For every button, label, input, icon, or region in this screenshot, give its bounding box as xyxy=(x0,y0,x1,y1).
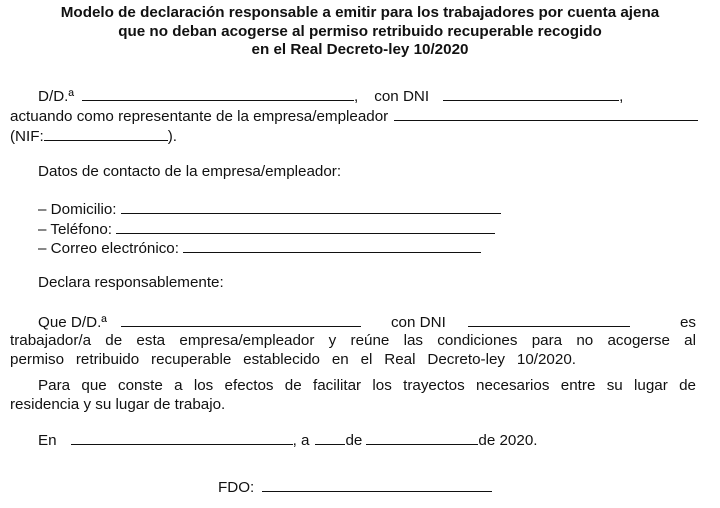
declaration-line-4: Para que conste a los efectos de facilitar los trayectos necesarios entre su lugar de xyxy=(38,377,696,394)
declarant-dni-field[interactable] xyxy=(443,86,619,101)
nif-close: ). xyxy=(167,128,178,145)
signature-field[interactable] xyxy=(262,477,492,492)
place-field[interactable] xyxy=(71,430,293,445)
worker-con-dni-label: con DNI xyxy=(390,314,446,331)
worker-dni-field[interactable] xyxy=(468,312,630,327)
telefono-field[interactable] xyxy=(116,219,495,234)
nif-field[interactable] xyxy=(44,126,168,141)
domicilio-label: – Domicilio: xyxy=(38,201,117,218)
contact-heading: Datos de contacto de la empresa/empleador: xyxy=(38,163,342,180)
fdo-label: FDO: xyxy=(218,479,255,496)
domicilio-field[interactable] xyxy=(121,199,501,214)
title-line-3: en el Real Decreto-ley 10/2020 xyxy=(251,41,469,58)
signature-row xyxy=(218,477,492,497)
telefono-row xyxy=(38,219,495,239)
month-field[interactable] xyxy=(366,430,478,445)
nif-row xyxy=(10,126,177,146)
form-title xyxy=(0,4,720,60)
correo-field[interactable] xyxy=(183,238,481,253)
con-dni-label: con DNI xyxy=(374,88,430,105)
en-label: En xyxy=(38,432,57,449)
que-dd-label: Que D/D.ª xyxy=(38,314,107,331)
nif-open: (NIF: xyxy=(10,128,44,145)
dd-label: D/D.ª xyxy=(38,88,74,105)
trailing-comma: , xyxy=(619,88,624,105)
domicilio-row xyxy=(38,199,501,219)
declaration-line-2: trabajador/a de esta empresa/empleador y reúne las condiciones para no acogerse al xyxy=(10,332,696,349)
title-line-1: Modelo de declaración responsable a emitir para los trabajadores por cuenta ajena xyxy=(60,4,660,21)
day-field[interactable] xyxy=(315,430,345,445)
declaration-line-5: residencia y su lugar de trabajo. xyxy=(10,396,226,413)
declaration-line-3: permiso retribuido recuperable establecido en el Real Decreto-ley 10/2020. xyxy=(10,351,576,368)
declaration-heading: Declara responsablemente: xyxy=(38,274,224,291)
es-label: es xyxy=(679,314,696,331)
declarant-name-field[interactable] xyxy=(82,86,354,101)
telefono-label: – Teléfono: xyxy=(38,221,113,238)
de-label: de xyxy=(345,432,363,449)
worker-name-field[interactable] xyxy=(121,312,361,327)
comma: , xyxy=(354,88,359,105)
title-line-2: que no deban acogerse al permiso retribuido recuperable recogido xyxy=(118,22,602,40)
de-2020-label: de 2020. xyxy=(478,432,538,449)
comma-a-label: , a xyxy=(292,432,310,449)
declarant-name-row xyxy=(38,86,696,106)
representative-text: actuando como representante de la empresa/empleador xyxy=(10,108,389,125)
company-name-field[interactable] xyxy=(394,106,698,121)
correo-row xyxy=(38,238,481,258)
place-date-row xyxy=(38,430,538,450)
correo-label: – Correo electrónico: xyxy=(38,240,179,257)
representative-row xyxy=(10,106,698,126)
worker-row xyxy=(38,312,696,332)
